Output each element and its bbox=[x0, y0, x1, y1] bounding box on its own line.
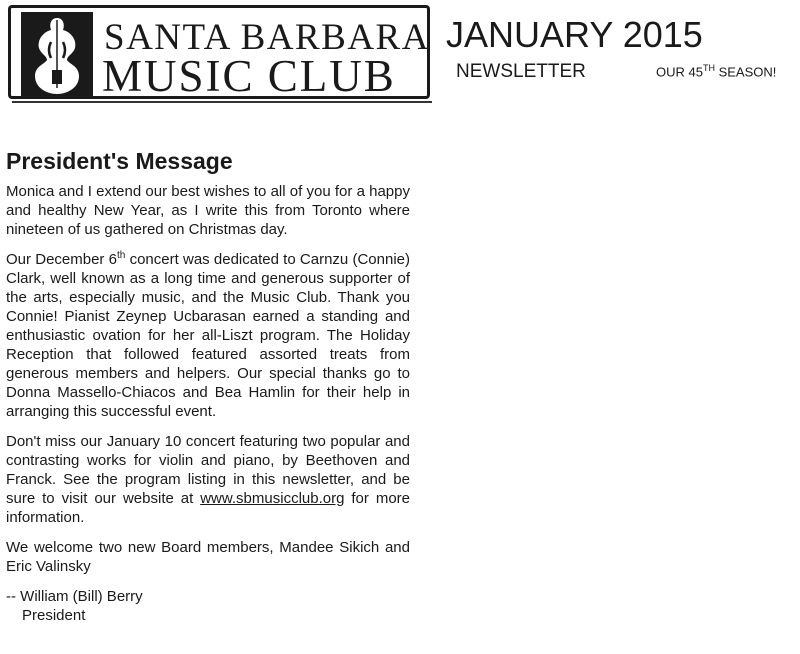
p2-sup: th bbox=[117, 250, 126, 261]
signature-name: -- William (Bill) Berry bbox=[6, 588, 143, 605]
season-label bbox=[656, 63, 776, 79]
website-link[interactable]: www.sbmusicclub.org bbox=[200, 490, 345, 507]
section-title: President's Message bbox=[6, 148, 233, 174]
newsletter-label: NEWSLETTER bbox=[456, 61, 586, 82]
issue-date: JANUARY 2015 bbox=[446, 14, 703, 55]
paragraph-december-concert bbox=[6, 250, 410, 421]
masthead-logo-box bbox=[8, 5, 430, 99]
presidents-message bbox=[6, 147, 410, 625]
paragraph-january-concert bbox=[6, 432, 410, 527]
season-prefix: OUR 45 bbox=[656, 64, 703, 80]
season-suffix: SEASON! bbox=[714, 64, 777, 80]
club-name-line1: SANTA BARBARA bbox=[104, 17, 430, 58]
p2-rest: concert was dedicated to Carnzu (Connie) Clark, well known as a long time and generous supporter of the arts, especially music, and the Music Club. Thank you Connie! Pianist Zeynep Ucbarasan earned a standing and enthusiastic ovation for her all-Liszt program. The Holiday Reception that followed featured assorted treats from generous members and helpers. Our special thanks go to Donna Massello-Chiacos and Bea Hamlin for their help in arranging this successful event. bbox=[6, 251, 411, 420]
season-sup: TH bbox=[702, 63, 715, 73]
p2-start: Our December 6 bbox=[6, 251, 117, 268]
signature-title: President bbox=[22, 607, 86, 624]
club-name-line2: MUSIC CLUB bbox=[102, 51, 396, 101]
masthead-underline bbox=[12, 101, 432, 103]
paragraph-greeting: Monica and I extend our best wishes to all of you for a happy and healthy New Year, as I write this from Toronto where nineteen of us gathered on Christmas day. bbox=[6, 183, 410, 238]
p3-rest: for more information. bbox=[6, 490, 410, 526]
p3-start: Don't miss our January 10 concert featuring two popular and contrasting works for violin and piano, by Beethoven and Franck. See the program listing in this newsletter, and be sure to visit our website at bbox=[6, 433, 410, 507]
paragraph-board-members: We welcome two new Board members, Mandee Sikich and Eric Valinsky bbox=[6, 539, 410, 575]
violin-icon bbox=[21, 12, 93, 96]
